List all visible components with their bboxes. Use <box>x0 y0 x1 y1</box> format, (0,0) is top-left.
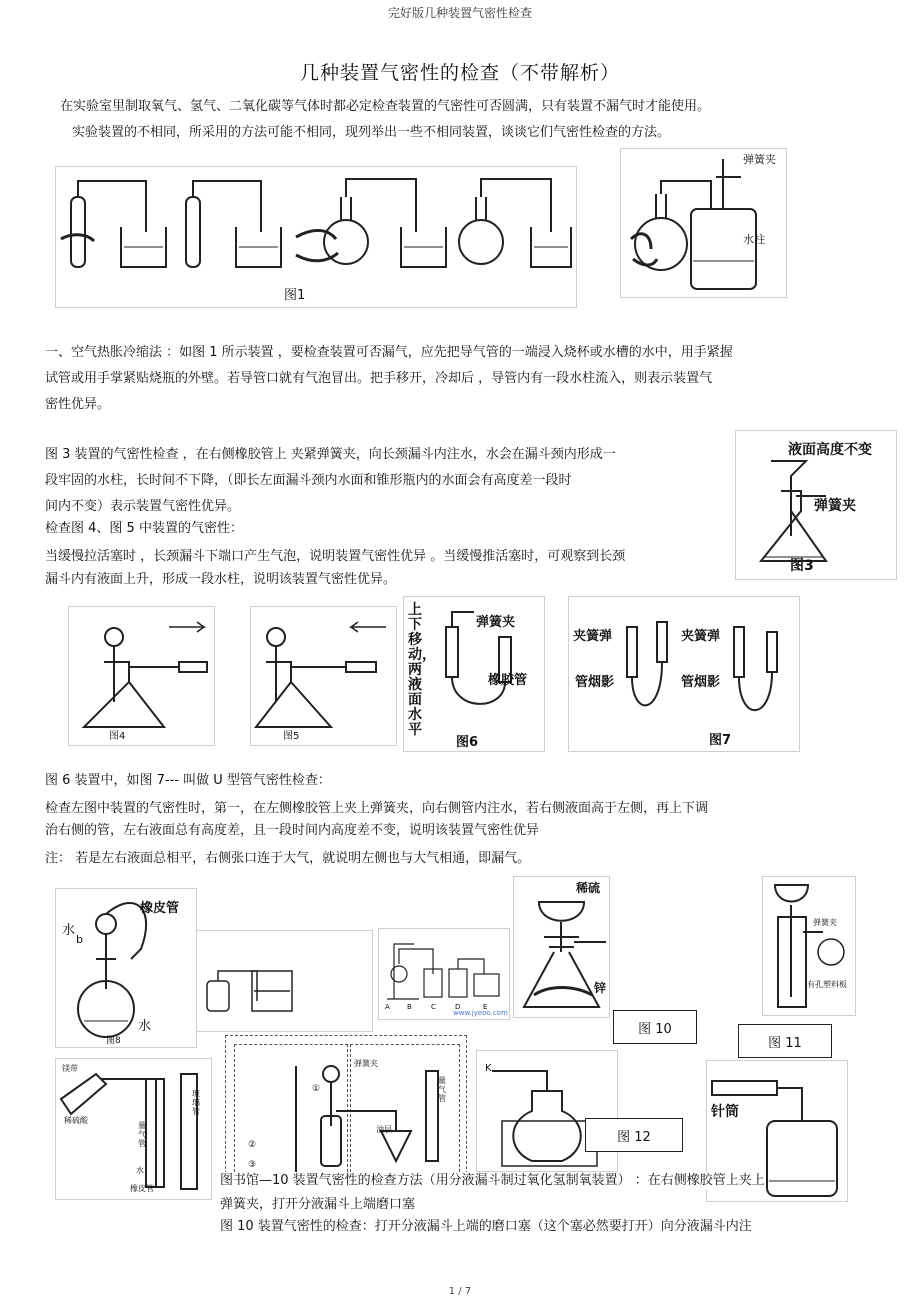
figure-7-tube-label-a: 管烟影 <box>575 675 615 690</box>
figure-10-label-box: 图 10 <box>613 1010 697 1044</box>
figure-7-clip-label-b: 夹簧弹 <box>681 629 721 644</box>
figure-10-side-label: 锌 <box>594 981 607 995</box>
doc-header: 完好版几种装置气密性检查 <box>387 6 532 20</box>
figure-13-water-label: 水 <box>136 1166 144 1175</box>
figure-9-label-d: D <box>455 1003 461 1011</box>
figure-8-b-label: b <box>76 933 83 946</box>
section3-line-2: 检查左图中装置的气密性时，第一，在左侧橡胶管上夹上弹簧夹，向右侧管内注水，若右侧液面高于左侧，再上下调 <box>45 801 709 816</box>
figure-9-label-e: E <box>483 1003 488 1011</box>
figure-12-label-box: 图 12 <box>585 1118 683 1152</box>
figure-9-label-a: A <box>385 1003 390 1011</box>
figure-8-water-label-b: 水 <box>138 1019 152 1034</box>
figure-3-level-label: 液面高度不变 <box>788 442 872 458</box>
figure-3-caption: 图3 <box>790 558 814 574</box>
figure-13 <box>55 1058 212 1200</box>
figure-14-clip-label: 弹簧夹 <box>354 1059 378 1068</box>
figure-14-tube-label: 量气管 <box>438 1076 446 1103</box>
figure-8-caption: 图8 <box>106 1036 121 1046</box>
figure-3-clip-label: 弹簧夹 <box>814 498 856 514</box>
page-number: 1 / 7 <box>448 1286 472 1297</box>
section2-line-1: 图 3 装置的气密性检查 ，在右侧橡胶管上 夹紧弹簧夹，向长颈漏斗内注水，水会在漏斗颈内形成一 <box>45 447 616 462</box>
figure-11-clip-label: 弹簧夹 <box>813 918 837 927</box>
figure-5-caption: 图5 <box>283 731 300 742</box>
figure-14-marker-1: ① <box>312 1084 321 1094</box>
intro-line-2: 实验装置的不相同，所采用的方法可能不相同，现列举出一些不相同装置，谈谈它们气密性检查的方法。 <box>72 125 671 140</box>
figure-7-clip-label-a: 夹簧弹 <box>573 629 613 644</box>
section2-line-2: 段牢固的水柱，长时间不下降，（即长左面漏斗颈内水面和锥形瓶内的水面会有高度差一段时 <box>45 473 572 488</box>
figure-13-tube-left-label: 量气管 <box>138 1121 146 1148</box>
figure-8 <box>55 888 197 1048</box>
figure-7 <box>568 596 800 752</box>
section1-line-2: 试管或用手掌紧贴烧瓶的外壁。若导管口就有气泡冒出。把手移开，冷却后 ，导管内有一段水柱流入，则表示装置气 <box>45 371 713 386</box>
figure-13-tube-right-label: 玻璃管 <box>192 1089 200 1116</box>
section2-line-4: 检查图 4、图 5 中装置的气密性： <box>45 521 243 536</box>
section4-line-1: 图书馆—10 装置气密性的检查方法（用分液漏斗制过氧化氢制氧装置） ：在右侧橡胶管上夹上 <box>220 1173 765 1188</box>
figure-9-watermark: www.jyeoo.com <box>453 1009 508 1017</box>
figure-1 <box>55 166 577 308</box>
figure-6-tube-label: 橡胶管 <box>488 673 528 688</box>
section2-line-5: 当缓慢拉活塞时 ，长颈漏斗下端口产生气泡，说明装置气密性优异 。当缓慢推活塞时，可观察到长颈 <box>45 549 626 564</box>
section3-line-1: 图 6 装置中，如图 7--- 叫做 U 型管气密性检查： <box>45 773 331 788</box>
section3-line-3: 治右侧的管，左右液面总有高度差，且一段时间内高度差不变，说明该装置气密性优异 <box>45 823 540 838</box>
figure-12 <box>476 1050 618 1172</box>
figure-8-tube-label: 橡皮管 <box>140 901 180 916</box>
section2-line-3: 间内不变）表示装置气密性优异。 <box>45 499 241 514</box>
figure-1-caption: 图1 <box>284 288 306 303</box>
figure-14-marker-3: ③ <box>248 1160 257 1170</box>
figure-11-plate-label: 有孔塑料板 <box>807 980 847 989</box>
figure-6-caption: 图6 <box>456 735 479 750</box>
figure-2 <box>620 148 787 298</box>
intro-line-1: 在实验室里制取氧气、氢气、二氧化碳等气体时都必定检查装置的气密性可否圆满，只有装置不漏气时才能使用。 <box>60 99 711 114</box>
figure-6-vertical-label: 上下移动，两液面水平 <box>408 602 436 738</box>
figure-13-acid-label: 稀硫酸 <box>64 1116 88 1125</box>
figure-2-spring-clip-label: 弹簧夹 <box>743 153 776 166</box>
figure-2-water-column-label: 水柱 <box>743 233 765 246</box>
figure-15-syringe-label: 针筒 <box>711 1104 739 1120</box>
figure-4 <box>68 606 215 746</box>
figure-8-water-label-a: 水 <box>62 923 76 938</box>
figure-14-marker-2: ② <box>248 1140 257 1150</box>
figure-10-top-label: 稀硫 <box>576 881 601 895</box>
figure-9b <box>378 928 510 1020</box>
section1-line-1: 一、空气热胀冷缩法 ：如图 1 所示装置 ，要检查装置可否漏气，应先把导气管的一端浸入烧杯或水槽的水中，用手紧握 <box>45 345 733 360</box>
figure-6-clip-label: 弹簧夹 <box>476 615 516 630</box>
section2-line-6: 漏斗内有液面上升，形成一段水柱，说明该装置气密性优异。 <box>45 572 397 587</box>
figure-4-caption: 图4 <box>109 731 126 742</box>
figure-10 <box>513 876 610 1018</box>
figure-6 <box>403 596 545 752</box>
figure-7-caption: 图7 <box>709 733 732 748</box>
figure-14 <box>225 1035 467 1189</box>
figure-13-rubber-label: 橡皮管 <box>130 1184 154 1193</box>
figure-11-label-box: 图 11 <box>738 1024 832 1058</box>
figure-9-label-b: B <box>407 1003 412 1011</box>
section1-line-3: 密性优异。 <box>45 397 111 412</box>
figure-7-tube-label-b: 管烟影 <box>681 675 721 690</box>
figure-3 <box>735 430 897 580</box>
figure-11 <box>762 876 856 1016</box>
figure-9-label-c: C <box>431 1003 436 1011</box>
figure-5 <box>250 606 397 746</box>
figure-14-oil-label: 油层 <box>376 1125 392 1134</box>
section4-line-2: 弹簧夹，打开分液漏斗上端磨口塞 <box>220 1197 416 1212</box>
section4-line-3: 图 10 装置气密性的检查：打开分液漏斗上端的磨口塞（这个塞必然要打开）向分液漏斗内注 <box>220 1219 752 1234</box>
figure-13-top-label: 镁带 <box>62 1064 78 1073</box>
figure-9a <box>196 930 373 1032</box>
section3-line-4: 注： 若是左右液面总相平，右侧张口连于大气，就说明左侧也与大气相通，即漏气。 <box>45 851 531 866</box>
page-title: 几种装置气密性的检查（不带解析） <box>299 62 620 84</box>
figure-12-k-label: K <box>485 1063 492 1074</box>
